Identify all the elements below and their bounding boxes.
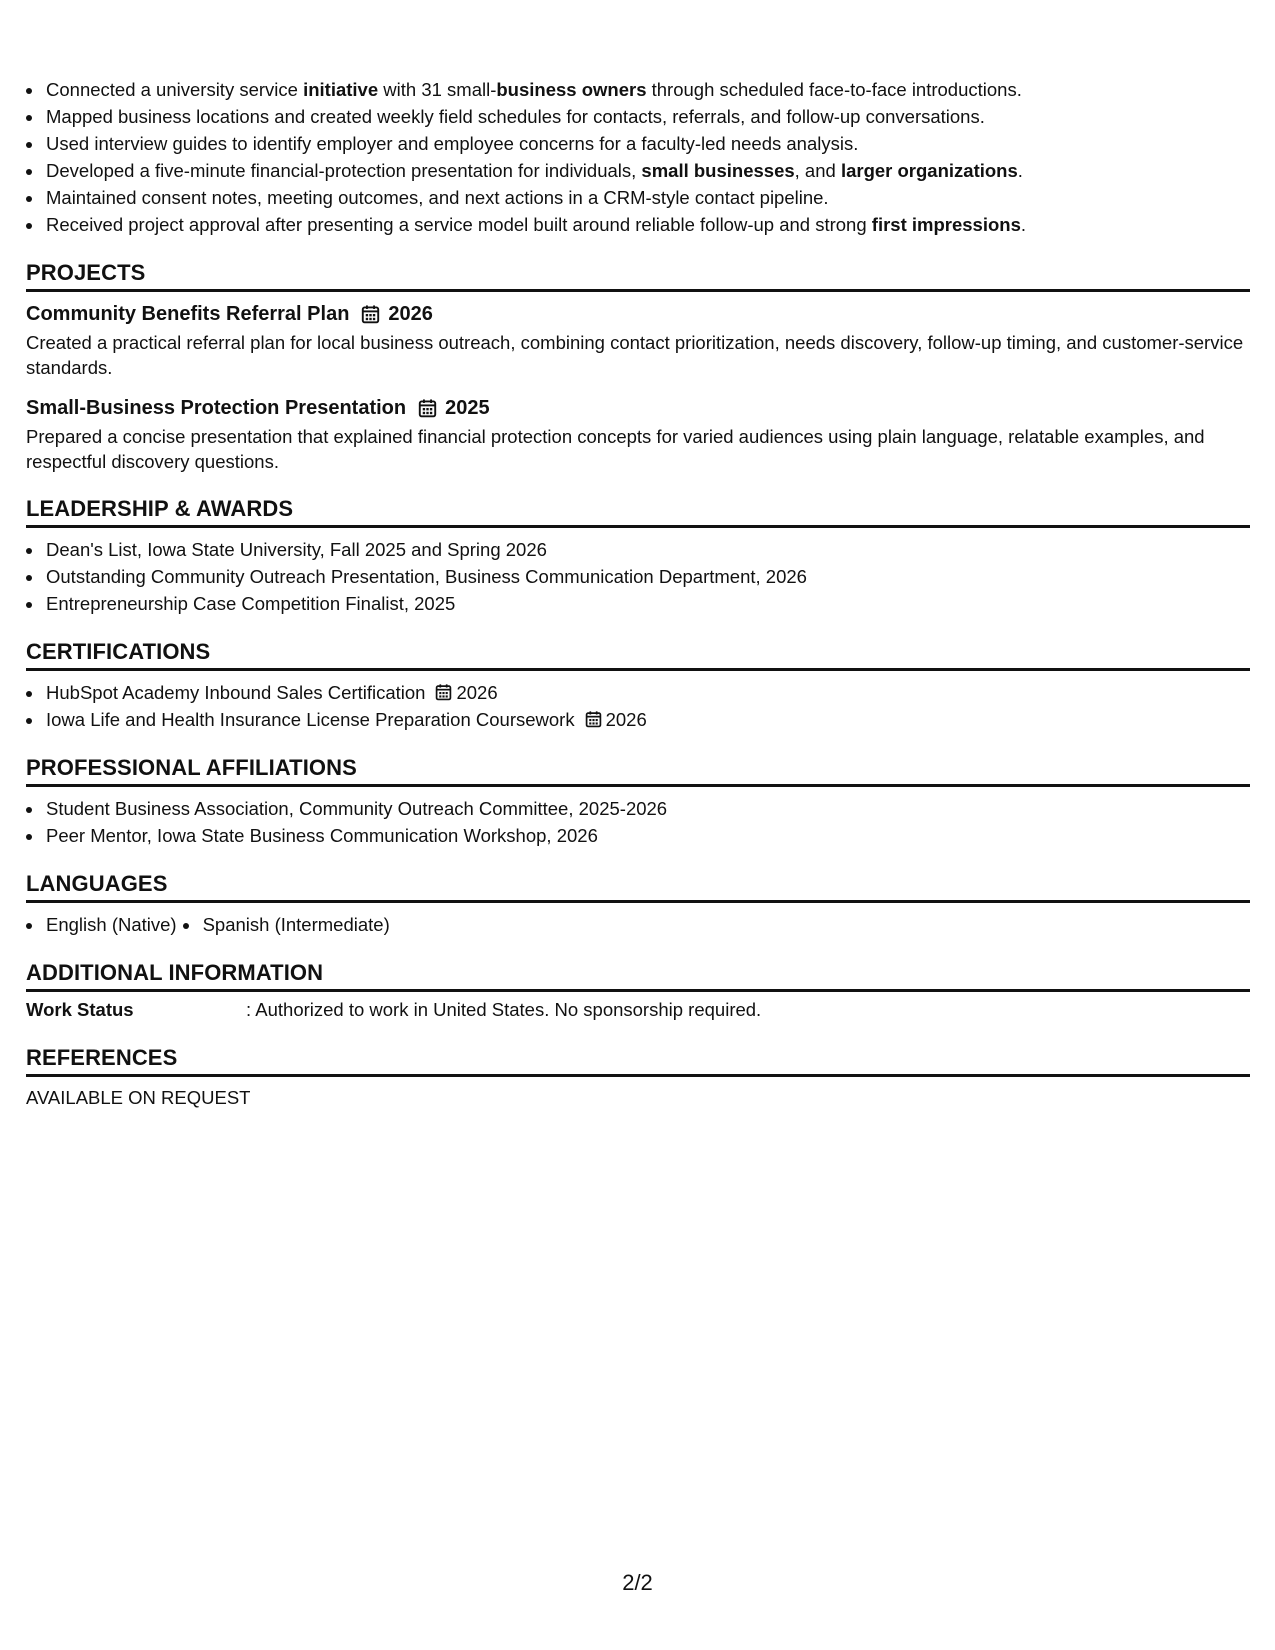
project-name: Community Benefits Referral Plan (26, 303, 350, 325)
project-item (26, 394, 1250, 474)
affiliation-item: • Peer Mentor, Iowa State Business Communication Workshop, 2026 (44, 822, 1250, 849)
calendar-icon (435, 683, 452, 701)
bullet-text: Received project approval after presenting a service model built around reliable follow-up and strong (46, 214, 872, 235)
calendar-icon (361, 304, 380, 324)
experience-bullet (44, 211, 1250, 238)
bold-keyword: larger organizations (840, 160, 1018, 181)
additional-section (26, 960, 1250, 1023)
project-description: Prepared a concise presentation that explained financial protection concepts for varied audiences using plain language, relatable examples, and respectful discovery questions. (26, 426, 1205, 472)
bullet-text: , and (794, 160, 841, 181)
project-year: 2026 (388, 303, 433, 325)
experience-bullet (44, 184, 1250, 211)
award-item: • Entrepreneurship Case Competition Finalist, 2025 (44, 590, 1250, 617)
certifications-section (26, 639, 1250, 733)
project-name: Small-Business Protection Presentation (26, 397, 407, 419)
bold-keyword: first impressions (871, 214, 1021, 235)
bullet-text: . (1017, 160, 1023, 181)
bullet-text: Maintained consent notes, meeting outcomes, and next actions in a CRM-style contact pipeline. (46, 187, 829, 208)
section-title-references: REFERENCES (26, 1045, 1250, 1077)
bold-keyword: business owners (496, 79, 647, 100)
work-status-value: : Authorized to work in United States. No sponsorship required. (246, 999, 762, 1020)
certification-name: HubSpot Academy Inbound Sales Certification (46, 682, 426, 703)
bullet-text: Mapped business locations and created weekly field schedules for contacts, referrals, and follow-up conversations. (46, 106, 985, 127)
references-section (26, 1045, 1250, 1111)
certification-year: 2026 (456, 682, 498, 703)
resume-page (26, 76, 1250, 1111)
project-item (26, 300, 1250, 380)
section-title-affiliations: PROFESSIONAL AFFILIATIONS (26, 755, 1250, 787)
experience-bullet (44, 157, 1250, 184)
bullet-text: Developed a five-minute financial-protection presentation for individuals, (46, 160, 642, 181)
experience-bullets (26, 76, 1250, 238)
work-status-label: Work Status (26, 999, 134, 1020)
award-item: • Dean's List, Iowa State University, Fall 2025 and Spring 2026 (44, 536, 1250, 563)
experience-bullet (44, 130, 1250, 157)
bullet-text: . (1020, 214, 1026, 235)
bullet-text: Connected a university service (46, 79, 304, 100)
award-item: • Outstanding Community Outreach Presentation, Business Communication Department, 2026 (44, 563, 1250, 590)
bullet-text: Used interview guides to identify employer and employee concerns for a faculty-led needs analysis. (46, 133, 859, 154)
experience-bullet (44, 103, 1250, 130)
calendar-icon (585, 710, 602, 728)
certification-year: 2026 (605, 709, 647, 730)
affiliation-item: • Student Business Association, Community Outreach Committee, 2025-2026 (44, 795, 1250, 822)
project-year: 2025 (445, 397, 490, 419)
section-title-additional: ADDITIONAL INFORMATION (26, 960, 1250, 992)
project-description: Created a practical referral plan for local business outreach, combining contact prioritization, needs discovery, follow-up timing, and customer-service standards. (26, 332, 1244, 378)
section-title-languages: LANGUAGES (26, 871, 1250, 903)
section-title-certifications: CERTIFICATIONS (26, 639, 1250, 671)
work-status-row (26, 997, 1250, 1023)
certification-item (44, 679, 1250, 706)
languages-section (26, 871, 1250, 938)
section-title-projects: PROJECTS (26, 260, 1250, 292)
references-text: AVAILABLE ON REQUEST (26, 1087, 251, 1108)
affiliations-section (26, 755, 1250, 849)
bullet-text: with 31 small- (378, 79, 497, 100)
bold-keyword: initiative (303, 79, 379, 100)
experience-bullet (44, 76, 1250, 103)
bold-keyword: small businesses (641, 160, 795, 181)
language-item: • Spanish (Intermediate) (201, 911, 390, 938)
page-number: 2/2 (622, 1570, 653, 1595)
projects-section (26, 260, 1250, 474)
leadership-section (26, 496, 1250, 617)
bullet-text: through scheduled face-to-face introductions. (646, 79, 1022, 100)
certification-name: Iowa Life and Health Insurance License Preparation Coursework (46, 709, 575, 730)
language-item: • English (Native) (44, 911, 177, 938)
section-title-leadership: LEADERSHIP & AWARDS (26, 496, 1250, 528)
calendar-icon (418, 398, 437, 418)
certification-item (44, 706, 1250, 733)
